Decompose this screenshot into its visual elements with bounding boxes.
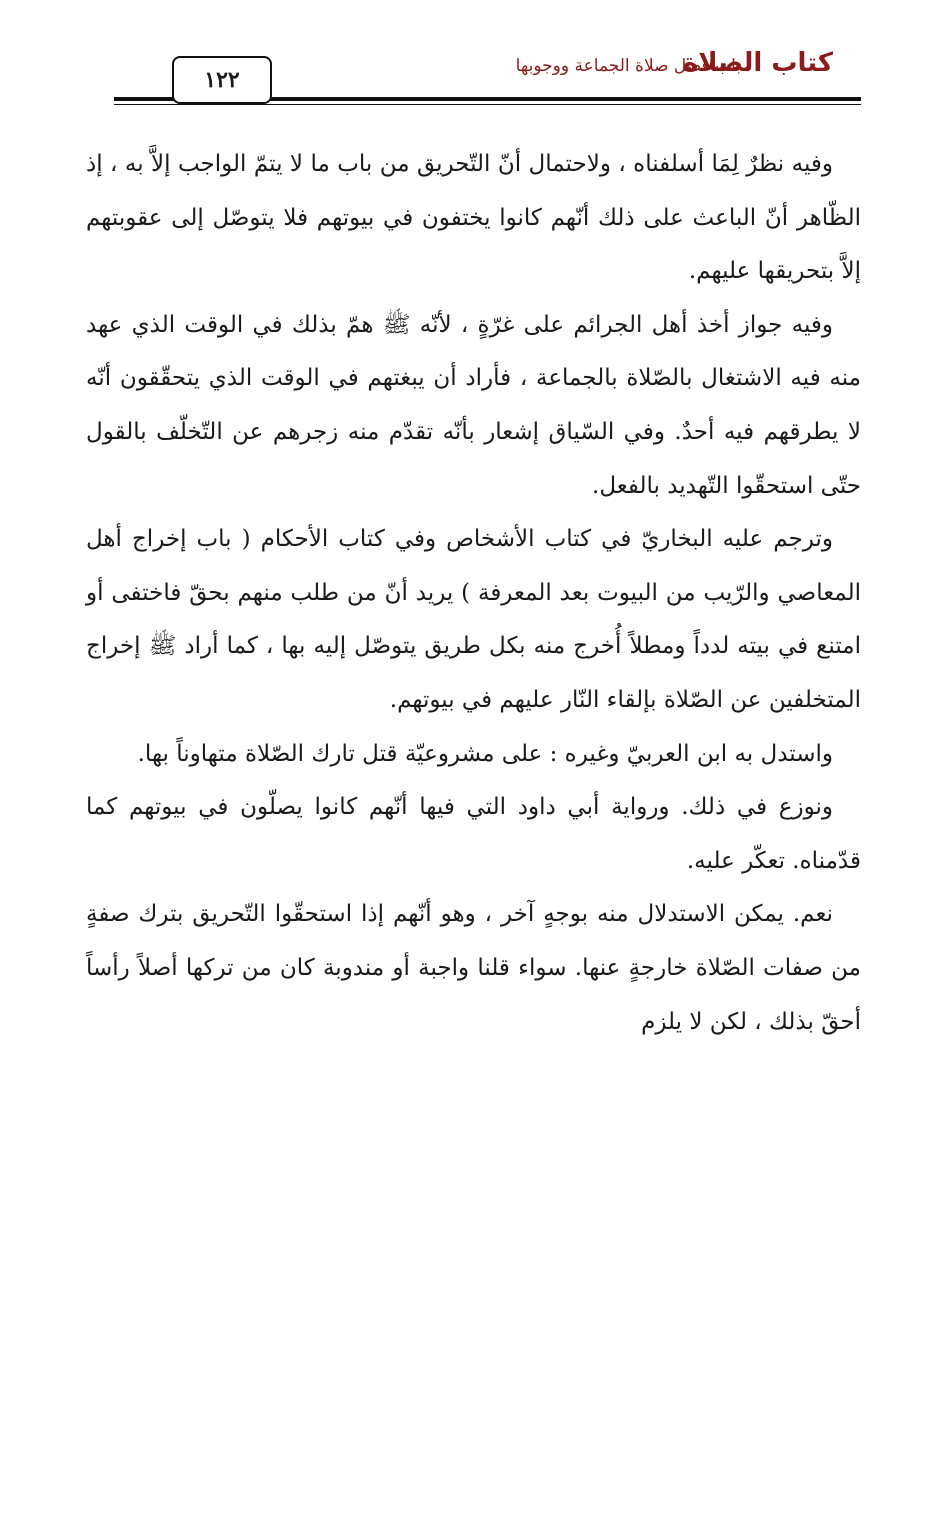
paragraph: واستدل به ابن العربيّ وغيره : على مشروعيّة قتل تارك الصّلاة متهاوناً بها. (137, 740, 833, 767)
paragraph: نعم. يمكن الاستدلال منه بوجهٍ آخر ، وهو أنّهم إذا استحقّوا التّحريق بترك صفةٍ من صفات الصّلاة خارجةٍ عنها. سواء قلنا واجبة أو مندوبة كان من تركها أصلاً رأساً أحقّ بذلك ، لكن لا يلزم (86, 901, 861, 1035)
paragraph: وترجم عليه البخاريّ في كتاب الأشخاص وفي كتاب الأحكام ( باب إخراج أهل المعاصي والرّيب من البيوت بعد المعرفة ) يريد أنّ من طلب منهم بحقّ فاختفى أو امتنع في بيته لدداً ومطلاً أُخرج منه بكل طريق يتوصّل إليه بها ، كما أراد ﷺ إخراج المتخلفين عن الصّلاة بإلقاء النّار عليهم في بيوتهم. (86, 526, 861, 713)
page-number: ١٢٢ (204, 67, 240, 93)
header-rule-thin (114, 104, 861, 105)
paragraph: ونوزع في ذلك. ورواية أبي داود التي فيها أنّهم كانوا يصلّون في بيوتهم كما قدّمناه. تعكّر عليه. (86, 794, 861, 874)
page-number-box (172, 56, 272, 104)
body-text (86, 138, 861, 1049)
page-header (0, 0, 945, 120)
paragraph: وفيه جواز أخذ أهل الجرائم على غرّةٍ ، لأنّه ﷺ همّ بذلك في الوقت الذي عهد منه فيه الاشتغال بالصّلاة بالجماعة ، فأراد أن يبغتهم في الوقت الذي يتحقّقون أنّه لا يطرقهم فيه أحدٌ. وفي السّياق إشعار بأنّه تقدّم منه زجرهم عن التّخلّف بالقول حتّى استحقّوا التّهديد بالفعل. (86, 311, 861, 499)
chapter-title: باب فضل صلاة الجماعة ووجوبها (515, 56, 741, 76)
book-title: كتاب الصلاة (682, 48, 833, 78)
paragraph: وفيه نظرٌ لِمَا أسلفناه ، ولاحتمال أنّ التّحريق من باب ما لا يتمّ الواجب إلاَّ به ، إذ الظّاهر أنّ الباعث على ذلك أنّهم كانوا يختفون في بيوتهم فلا يتوصّل إلى عقوبتهم إلاَّ بتحريقها عليهم. (86, 151, 861, 285)
